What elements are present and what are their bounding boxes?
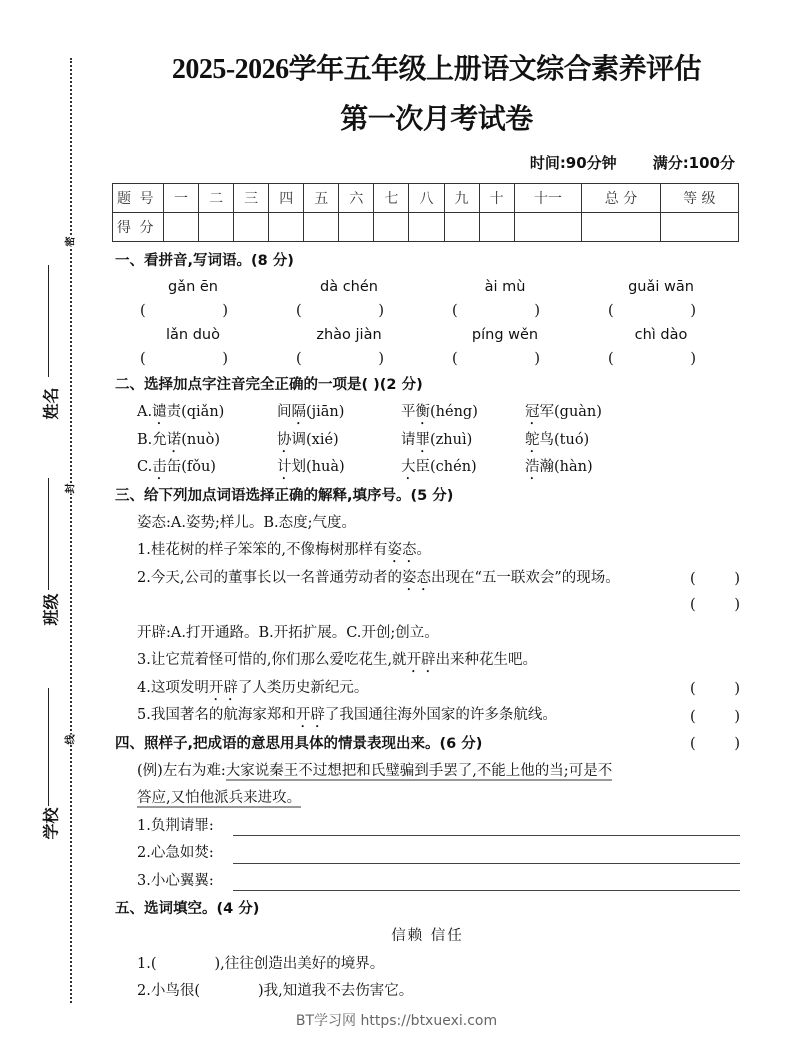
pinyin: (fǒu) (181, 459, 216, 475)
table-header-cell: 十一 (514, 184, 582, 213)
option-item (277, 454, 401, 483)
class-label: 班级 (41, 593, 61, 626)
pinyin-item: zhào jiàn (316, 327, 382, 343)
example-line-2 (115, 785, 740, 813)
table-header-cell: 六 (339, 184, 374, 213)
answer-blank[interactable]: ( ) (608, 303, 696, 319)
table-header-cell: 九 (444, 184, 479, 213)
dotted-word: 开辟 (406, 652, 436, 668)
dotted-char: 鸵 (525, 431, 540, 448)
answer-blank[interactable]: ( ) (296, 303, 384, 319)
table-header-cell: 总 分 (582, 184, 660, 213)
table-header-cell: 题 号 (113, 184, 164, 213)
seal-mi: 密 (62, 237, 77, 247)
dotted-char: 谴 (152, 404, 167, 420)
answer-parens[interactable]: ( ) (690, 681, 740, 697)
answer-blank[interactable]: ( ) (608, 351, 696, 367)
idiom-item (115, 868, 740, 896)
section-3-title: 三、给下列加点词语选择正确的解释,填序号。(5 分) (115, 487, 454, 504)
score-cell[interactable] (444, 213, 479, 242)
pinyin-item: gǎn ēn (168, 279, 218, 295)
page-title: 2025-2026学年五年级上册语文综合素养评估 (171, 54, 702, 85)
idiom-item (115, 813, 740, 841)
dotted-char: 罪 (415, 431, 430, 448)
option-item (137, 454, 277, 483)
idiom-label: 1.负荆请罪: (137, 817, 214, 834)
pinyin-item: píng wěn (471, 327, 539, 343)
score-cell[interactable] (304, 213, 339, 242)
table-header-cell: 二 (199, 184, 234, 213)
score-cell[interactable] (234, 213, 269, 242)
option-row-c (115, 454, 740, 482)
answer-row (115, 592, 740, 620)
dotted-word: 姿态 (387, 542, 417, 558)
option-item (401, 399, 525, 428)
option-row-a (115, 399, 740, 427)
fill-post: )我,知道我不去伤害它。 (258, 983, 414, 999)
table-header-cell: 一 (164, 184, 199, 213)
answer-blank[interactable]: ( ) (452, 303, 540, 319)
table-header-cell: 七 (374, 184, 409, 213)
char: 责 (166, 404, 182, 420)
pinyin-row (115, 323, 740, 347)
answer-line[interactable] (233, 835, 740, 836)
option-item (137, 399, 277, 428)
item-text: 出现在“五一联欢会”的现场。 (430, 569, 620, 586)
option-item (137, 427, 277, 456)
option-row-b (115, 427, 740, 455)
dotted-word: 开辟 (295, 707, 325, 723)
example-text-2: 答应,又怕他派兵来进攻。 (137, 790, 302, 806)
school-label: 学校 (41, 807, 61, 840)
pinyin-item: lǎn duò (166, 327, 220, 343)
dotted-char: 协 (277, 431, 292, 448)
char: 请 (401, 431, 416, 448)
example-line-1 (115, 758, 740, 786)
dotted-char: 大 (401, 459, 416, 475)
dotted-char: 计 (277, 459, 292, 475)
pinyin: (tuó) (554, 431, 590, 448)
answer-line[interactable] (233, 890, 740, 891)
dotted-char: 衡 (415, 404, 430, 420)
score-label-cell: 得 分 (113, 213, 164, 242)
char: 划 (291, 459, 306, 475)
answer-blank[interactable]: ( ) (140, 351, 228, 367)
table-header-cell: 五 (304, 184, 339, 213)
example-label: (例)左右为难: (137, 762, 226, 779)
dotted-char: 击 (152, 459, 167, 475)
answer-parens[interactable]: ( ) (690, 571, 740, 587)
section-2-title: 二、选择加点字注音完全正确的一项是( )(2 分) (115, 377, 423, 393)
name-label: 姓名 (41, 387, 61, 420)
school-line[interactable] (48, 688, 49, 806)
option-label: C. (137, 459, 153, 475)
score-cell[interactable] (582, 213, 660, 242)
pinyin-item: dà chén (320, 279, 378, 295)
option-label: B. (137, 431, 153, 448)
seal-xian: 线 (62, 735, 77, 745)
fill-item (115, 951, 740, 979)
footer-watermark: BT学习网 https://btxuexi.com (295, 1013, 498, 1029)
idiom-label: 2.心急如焚: (137, 845, 214, 861)
score-cell[interactable] (409, 213, 444, 242)
char: 间 (277, 404, 292, 420)
fill-pre: 1.( (137, 955, 157, 972)
question-item (115, 565, 740, 593)
item-text: 了人类历史新纪元。 (237, 679, 369, 696)
score-cell[interactable] (514, 213, 582, 242)
answer-line[interactable] (233, 863, 740, 864)
section-5-title: 五、选词填空。(4 分) (115, 901, 260, 917)
table-header-cell: 四 (269, 184, 304, 213)
option-label: A. (137, 404, 153, 420)
word-choices: 信赖 信任 (391, 928, 464, 944)
table-header-cell: 十 (479, 184, 514, 213)
score-cell[interactable] (269, 213, 304, 242)
pinyin: (guàn) (554, 404, 602, 420)
pinyin: (héng) (430, 404, 478, 420)
table-header-cell: 三 (234, 184, 269, 213)
pinyin: (qiǎn) (181, 404, 225, 420)
dotted-char: 隔 (291, 404, 306, 420)
answer-blank[interactable]: ( ) (296, 351, 384, 367)
pinyin: (hàn) (554, 459, 593, 475)
full-score: 满分:100分 (652, 154, 735, 172)
char: 允 (152, 431, 167, 448)
binding-dotted-line (70, 58, 72, 1003)
char: 臣 (415, 459, 430, 475)
char: 调 (291, 431, 306, 448)
class-line[interactable] (48, 478, 49, 590)
char: 瀚 (539, 459, 554, 475)
item-text: 2.今天,公司的董事长以一名普通劳动者的 (137, 569, 402, 586)
pinyin-item: ài mù (484, 279, 526, 295)
option-item (277, 399, 401, 428)
dotted-word: 开辟 (208, 679, 238, 696)
char: 军 (539, 404, 554, 420)
table-header-cell: 等 级 (660, 184, 738, 213)
answer-blank[interactable]: ( ) (140, 303, 228, 319)
definition-zitai: 姿态:A.姿势;样儿。B.态度;气度。 (137, 514, 356, 531)
table-header-cell: 八 (409, 184, 444, 213)
time-limit: 时间:90分钟 (529, 154, 617, 172)
item-text: 。 (416, 542, 431, 558)
exam-meta (494, 152, 735, 173)
pinyin-item: guǎi wān (628, 279, 694, 295)
fill-pre: 2.小鸟很( (137, 983, 200, 999)
pinyin: (jiān) (306, 404, 345, 420)
idiom-label: 3.小心翼翼: (137, 872, 214, 889)
pinyin-item: chì dào (634, 327, 688, 343)
item-text: 4.这项发明 (137, 679, 209, 696)
score-cell[interactable] (660, 213, 738, 242)
score-table (112, 183, 739, 242)
answer-row (115, 347, 740, 371)
pinyin: (huà) (306, 459, 345, 475)
item-text: 3.让它荒着怪可惜的,你们那么爱吃花生,就 (137, 652, 407, 668)
dotted-char: 诺 (166, 431, 182, 448)
option-item (401, 427, 525, 456)
score-cell[interactable] (199, 213, 234, 242)
pinyin: (zhuì) (430, 431, 473, 448)
dotted-word: 姿态 (401, 569, 431, 586)
fill-post: ),往往创造出美好的境界。 (214, 955, 385, 972)
page-subtitle: 第一次月考试卷 (340, 104, 533, 135)
section-1-title: 一、看拼音,写词语。(8 分) (115, 253, 294, 269)
dotted-char: 浩 (525, 459, 540, 475)
section-4-title: 四、照样子,把成语的意思用具体的情景表现出来。(6 分) (115, 735, 483, 752)
item-text: 5.我国著名的航海家郑和 (137, 707, 296, 723)
option-item (401, 454, 525, 483)
name-line[interactable] (48, 265, 49, 377)
item-text: 1.桂花树的样子笨笨的,不像梅树那样有 (137, 542, 388, 558)
pinyin: (chén) (430, 459, 477, 475)
char: 平 (401, 404, 416, 420)
answer-blank[interactable]: ( ) (452, 351, 540, 367)
seal-feng: 封 (62, 484, 77, 494)
option-item (525, 399, 649, 428)
answer-parens[interactable]: ( ) (690, 708, 740, 725)
pinyin-row (115, 275, 740, 299)
fill-item (115, 978, 740, 1006)
exam-body (115, 247, 740, 1006)
char: 鸟 (539, 431, 554, 448)
item-text: 了我国通往海外国家的许多条航线。 (324, 707, 557, 723)
idiom-item (115, 840, 740, 868)
score-cell[interactable] (479, 213, 514, 242)
char: 缶 (166, 459, 182, 475)
score-cell[interactable] (164, 213, 199, 242)
item-text: 出来种花生吧。 (435, 652, 538, 668)
pinyin: (xié) (306, 431, 339, 448)
score-cell[interactable] (374, 213, 409, 242)
example-text-1: 大家说秦王不过想把和氏璧骗到手罢了,不能上他的当;可是不 (225, 762, 613, 779)
pinyin: (nuò) (181, 431, 220, 448)
answer-row (115, 299, 740, 323)
option-item (525, 427, 649, 456)
option-item (525, 454, 649, 483)
definition-kaipi: 开辟:A.打开通路。B.开拓扩展。C.开创;创立。 (137, 624, 439, 641)
score-cell[interactable] (339, 213, 374, 242)
answer-parens[interactable]: ( ) (690, 736, 740, 752)
dotted-char: 冠 (525, 404, 540, 420)
option-item (277, 427, 401, 456)
answer-parens[interactable]: ( ) (690, 597, 740, 613)
